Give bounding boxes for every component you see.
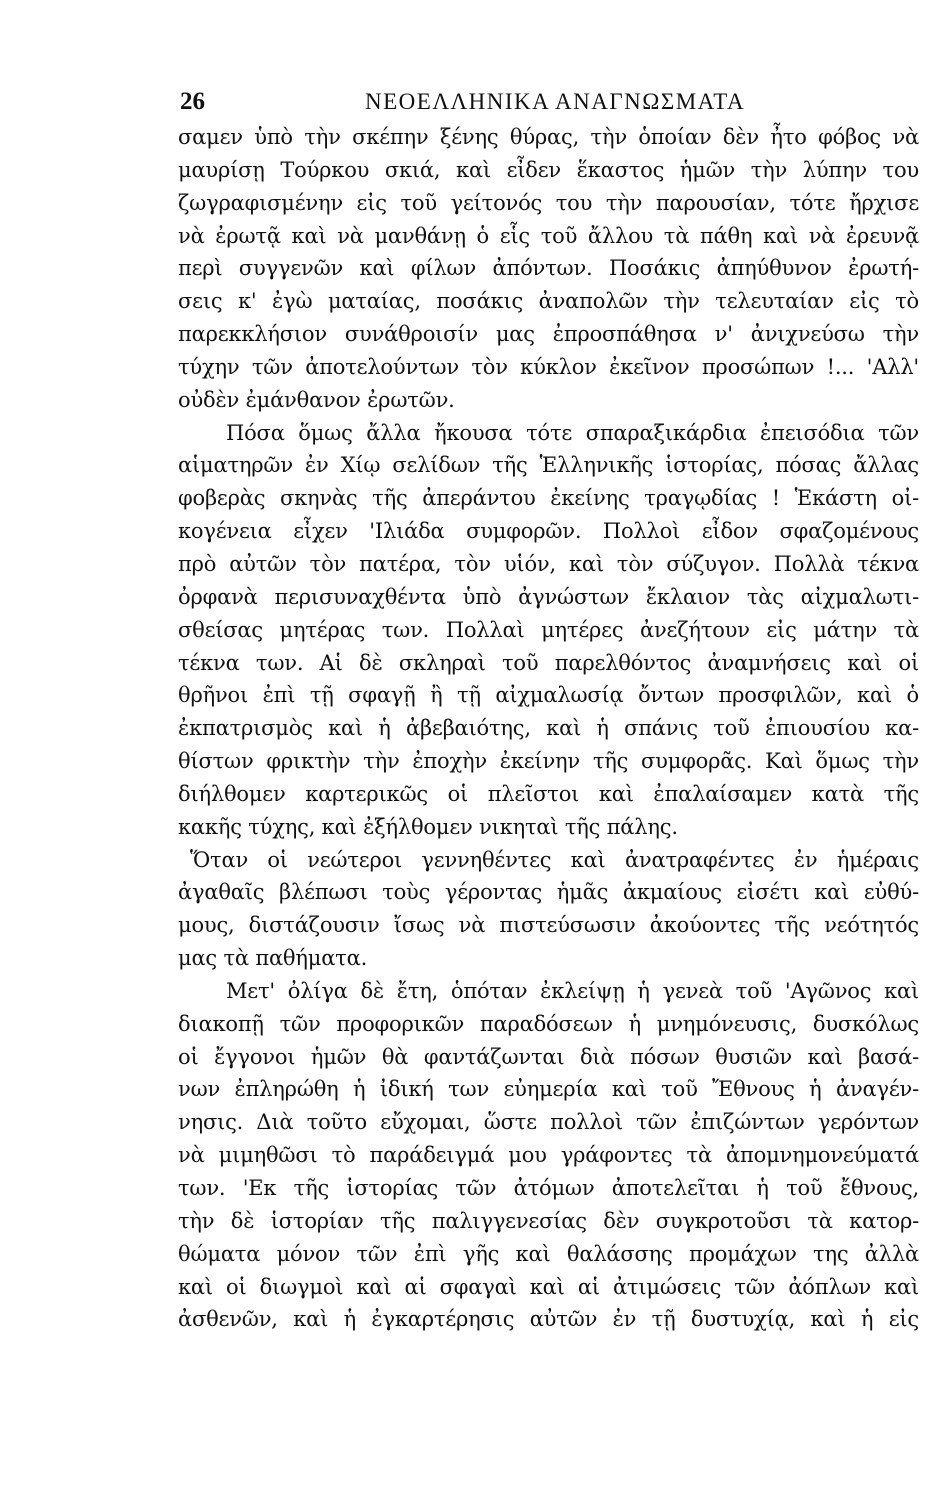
text-line: θίστων φρικτὴν τὴν ἐποχὴν ἐκείνην τῆς συμφορᾶς. Καὶ ὅμως τὴν: [178, 749, 919, 774]
text-line: θώματα μόνον τῶν ἐπὶ γῆς καὶ θαλάσσης προμάχων της ἀλλὰ: [178, 1241, 919, 1266]
text-line: διακοπῇ τῶν προφορικῶν παραδόσεων ἡ μνημόνευσις, δυσκόλως: [178, 1011, 919, 1036]
text-line: νὰ ἐρωτᾷ καὶ νὰ μανθάνῃ ὁ εἷς τοῦ ἄλλου τὰ πάθη καὶ νὰ ἐρευνᾷ: [178, 223, 919, 248]
paragraph-first-line: Μετ' ὀλίγα δὲ ἔτη, ὁπόταν ἐκλείψῃ ἡ γενεὰ τοῦ 'Αγῶνος καὶ: [226, 978, 919, 1003]
text-line: νων ἐπληρώθη ἡ ἰδική των εὐημερία καὶ τοῦ Ἔθνους ἡ ἀναγέν-: [178, 1077, 919, 1102]
text-line: διήλθομεν καρτερικῶς οἱ πλεῖστοι καὶ ἐπαλαίσαμεν κατὰ τῆς: [178, 781, 919, 806]
page-number: 26: [180, 88, 205, 115]
text-line: μαυρίσῃ Τούρκου σκιά, καὶ εἶδεν ἕκαστος ἡμῶν τὴν λύπην του: [178, 157, 919, 182]
text-line: τέκνα των. Αἱ δὲ σκληραὶ τοῦ παρελθόντος ἀναμνήσεις καὶ οἱ: [178, 650, 919, 675]
text-line: σεις κ' ἐγὼ ματαίας, ποσάκις ἀναπολῶν τὴν τελευταίαν εἰς τὸ: [178, 289, 919, 314]
text-line: ζωγραφισμένην εἰς τοῦ γείτονός του τὴν παρουσίαν, τότε ἤρχισε: [178, 190, 919, 215]
text-line: τύχην τῶν ἀποτελούντων τὸν κύκλον ἐκεῖνον προσώπων !... 'Αλλ': [178, 354, 919, 379]
running-head: [180, 88, 920, 124]
text-line: θρῆνοι ἐπὶ τῇ σφαγῇ ἢ τῇ αἰχμαλωσίᾳ ὄντων προσφιλῶν, καὶ ὁ: [178, 683, 919, 708]
text-line: σθείσας μητέρας των. Πολλαὶ μητέρες ἀνεζήτουν εἰς μάτην τὰ: [178, 617, 919, 642]
text-line: καὶ οἱ διωγμοὶ καὶ αἱ σφαγαὶ καὶ αἱ ἀτιμώσεις τῶν ἀόπλων καὶ: [178, 1274, 919, 1299]
text-line: φοβερὰς σκηνὰς τῆς ἀπεράντου ἐκείνης τραγῳδίας ! Ἑκάστη οἰ-: [178, 486, 919, 511]
text-line: ἀσθενῶν, καὶ ἡ ἐγκαρτέρησις αὐτῶν ἐν τῇ δυστυχίᾳ, καὶ ἡ εἰς: [178, 1307, 919, 1332]
text-line: νὰ μιμηθῶσι τὸ παράδειγμά μου γράφοντες τὰ ἀπομνημονεύματά: [178, 1143, 919, 1168]
text-line: μας τὰ παθήματα.: [178, 946, 368, 971]
text-line: παρεκκλήσιον συνάθροισίν μας ἐπροσπάθησα ν' ἀνιχνεύσω τὴν: [178, 322, 919, 347]
text-line: μους, διστάζουσιν ἴσως νὰ πιστεύσωσιν ἀκούοντες τῆς νεότητός: [178, 913, 919, 938]
text-line: νησις. Διὰ τοῦτο εὔχομαι, ὥστε πολλοὶ τῶν ἐπιζώντων γερόντων: [178, 1110, 919, 1135]
body-text: [178, 121, 919, 1336]
text-line: κακῆς τύχης, καὶ ἐξήλθομεν νικηταὶ τῆς πάλης.: [178, 814, 678, 839]
running-title: ΝΕΟΕΛΛΗΝΙΚΑ ΑΝΑΓΝΩΣΜΑΤΑ: [365, 89, 746, 114]
text-line: οὐδὲν ἐμάνθανον ἐρωτῶν.: [178, 387, 455, 412]
text-line: τὴν δὲ ἱστορίαν τῆς παλιγγενεσίας δὲν συγκροτοῦσι τὰ κατορ-: [178, 1208, 919, 1233]
text-line: αἱματηρῶν ἐν Χίῳ σελίδων τῆς Ἑλληνικῆς ἱστορίας, πόσας ἄλλας: [178, 453, 919, 478]
text-line: κογένεια εἶχεν 'Ιλιάδα συμφορῶν. Πολλοὶ εἶδον σφαζομένους: [178, 519, 919, 544]
text-line: πρὸ αὐτῶν τὸν πατέρα, τὸν υἱόν, καὶ τὸν σύζυγον. Πολλὰ τέκνα: [178, 551, 919, 576]
text-line: οἱ ἔγγονοι ἡμῶν θὰ φαντάζωνται διὰ πόσων θυσιῶν καὶ βασά-: [178, 1044, 919, 1069]
text-line: περὶ συγγενῶν καὶ φίλων ἀπόντων. Ποσάκις ἀπηύθυνον ἐρωτή-: [178, 256, 919, 281]
text-line: των. 'Εκ τῆς ἱστορίας τῶν ἀτόμων ἀποτελεῖται ἡ τοῦ ἔθνους,: [178, 1176, 919, 1200]
text-line: ὀρφανὰ περισυναχθέντα ὑπὸ ἀγνώστων ἔκλαιον τὰς αἰχμαλωτι-: [178, 584, 919, 609]
text-line: ἐκπατρισμὸς καὶ ἡ ἀβεβαιότης, καὶ ἡ σπάνις τοῦ ἐπιουσίου κα-: [178, 716, 919, 741]
paragraph-first-line: Ὅταν οἱ νεώτεροι γεννηθέντες καὶ ἀνατραφέντες ἐν ἡμέραις: [190, 847, 919, 872]
text-line: σαμεν ὑπὸ τὴν σκέπην ξένης θύρας, τὴν ὁποίαν δὲν ἦτο φόβος νὰ: [178, 125, 919, 149]
paragraph-first-line: Πόσα ὅμως ἄλλα ἤκουσα τότε σπαραξικάρδια ἐπεισόδια τῶν: [226, 420, 919, 445]
text-line: ἀγαθαῖς βλέπωσι τοὺς γέροντας ἡμᾶς ἀκμαίους εἰσέτι καὶ εὐθύ-: [178, 880, 919, 905]
